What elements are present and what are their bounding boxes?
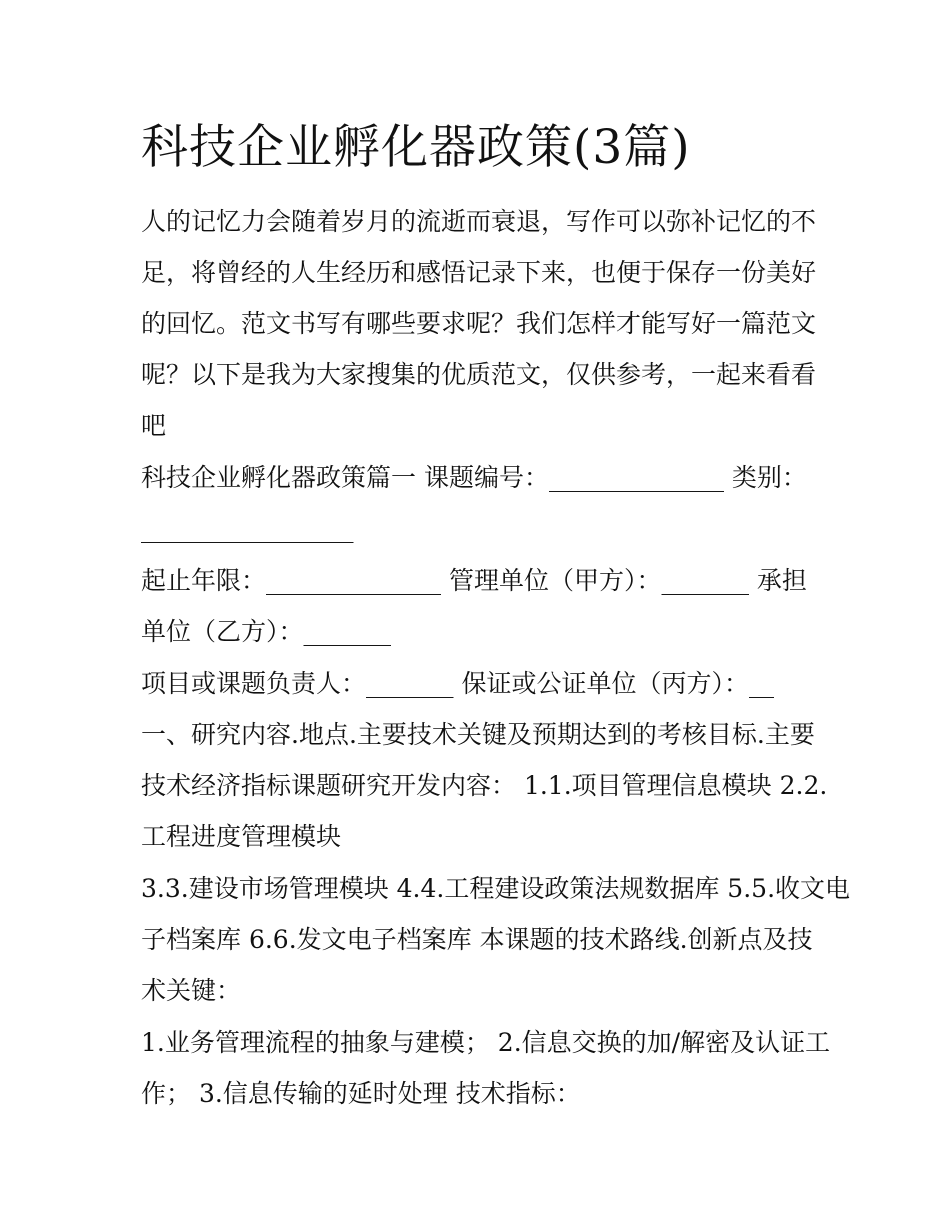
duration-paragraph (141, 555, 821, 657)
text-line: 人的记忆力会随着岁月的流逝而衰退，写作可以弥补记忆的不 (141, 207, 817, 236)
text-line: 子档案库 6.6.发文电子档案库 本课题的技术路线.创新点及技 (141, 925, 813, 954)
text-line: 单位（乙方）：_______ (141, 617, 392, 646)
key-technologies-paragraph (141, 1017, 831, 1119)
text-line: 起止年限：______________ 管理单位（甲方）：_______ 承担 (141, 566, 807, 595)
document-title: 科技企业孵化器政策(3篇) (141, 120, 691, 175)
text-line: 的回忆。范文书写有哪些要求呢？我们怎样才能写好一篇范文 (141, 309, 817, 338)
document-page (141, 112, 851, 1120)
research-content-paragraph (141, 658, 828, 862)
text-line: 术关键： (141, 976, 242, 1005)
text-line: 3.3.建设市场管理模块 4.4.工程建设政策法规数据库 5.5.收文电 (141, 874, 851, 903)
project-number-paragraph (141, 452, 821, 554)
text-line: 科技企业孵化器政策篇一 课题编号：______________ 类别： (141, 463, 807, 492)
text-line: _________________ (141, 514, 354, 543)
text-line: 项目或课题负责人：_______ 保证或公证单位（丙方）：__ (141, 669, 774, 698)
intro-paragraph (141, 196, 821, 451)
text-line: 足，将曾经的人生经历和感悟记录下来，也便于保存一份美好 (141, 258, 817, 287)
text-line: 作； 3.信息传输的延时处理 技术指标： (141, 1079, 581, 1108)
text-line: 一、研究内容.地点.主要技术关键及预期达到的考核目标.主要 (141, 720, 815, 749)
modules-paragraph (141, 863, 851, 1016)
text-line: 吧 (141, 411, 167, 440)
text-line: 工程进度管理模块 (141, 822, 342, 851)
text-line: 1.业务管理流程的抽象与建模； 2.信息交换的加/解密及认证工 (141, 1028, 831, 1057)
text-line: 技术经济指标课题研究开发内容： 1.1.项目管理信息模块 2.2. (141, 771, 828, 800)
text-line: 呢？以下是我为大家搜集的优质范文，仅供参考，一起来看看 (141, 360, 817, 389)
